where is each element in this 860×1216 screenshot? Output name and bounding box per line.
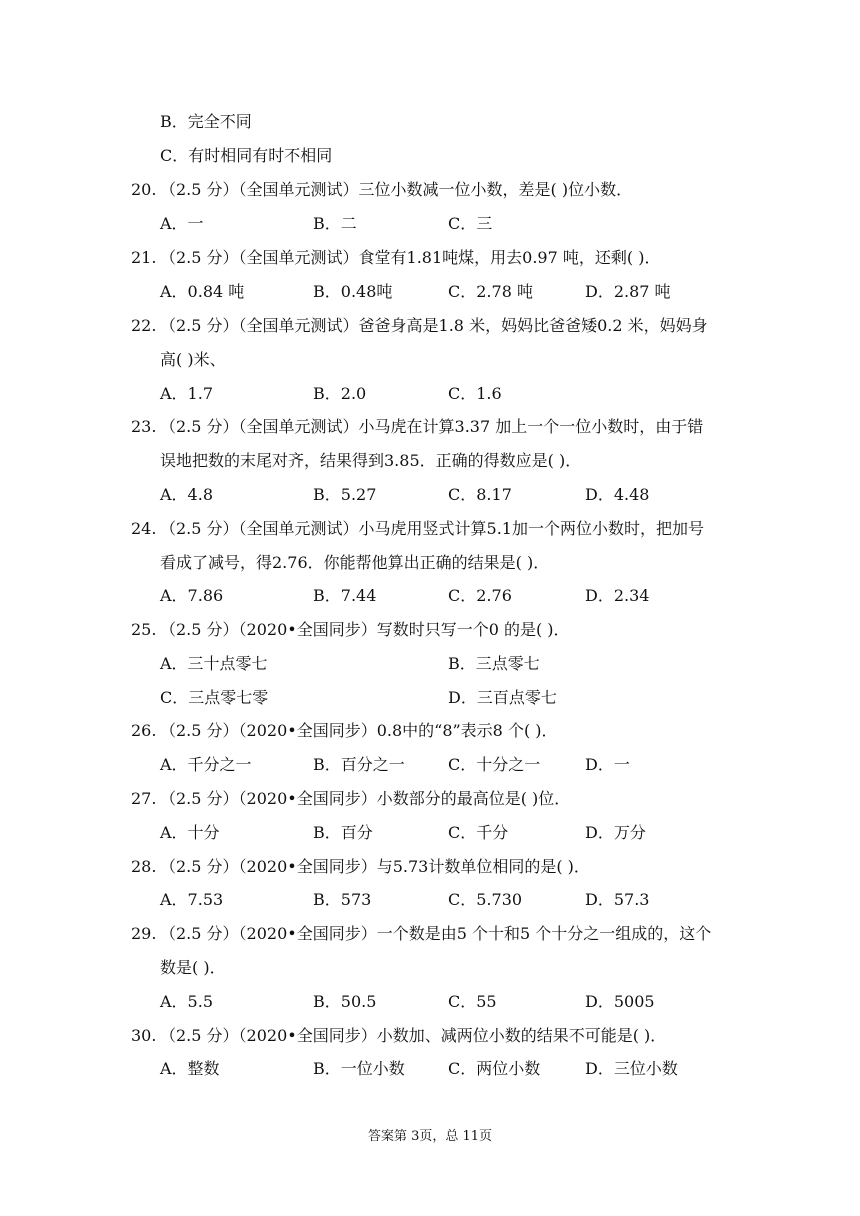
question-text: （2.5 分）（全国单元测试）三位小数减一位小数，差是( )位小数． bbox=[160, 180, 633, 199]
question-number: 30. bbox=[131, 1026, 157, 1045]
question-text: （2.5 分）（2020•全国同步）写数时只写一个0 的是( )． bbox=[160, 620, 570, 639]
option-d: D．4.48 bbox=[585, 485, 650, 504]
question-text: （2.5 分）（2020•全国同步）一个数是由5 个十和5 个十分之一组成的，这个 bbox=[160, 924, 712, 943]
option-d: D．2.34 bbox=[585, 586, 650, 605]
question-number: 29. bbox=[131, 924, 157, 943]
option-a: A．7.53 bbox=[160, 890, 224, 909]
page-footer: 答案第 3页，总 11页 bbox=[367, 1129, 493, 1144]
option-c: C．5.730 bbox=[448, 890, 523, 909]
option-c: C．55 bbox=[448, 992, 497, 1011]
option-a: A．整数 bbox=[160, 1059, 220, 1078]
question-number: 22. bbox=[131, 316, 157, 335]
option-c: C．千分 bbox=[448, 823, 509, 842]
option-a: A．三十点零七 bbox=[160, 654, 268, 673]
question-text: （2.5 分）（2020•全国同步）小数加、减两位小数的结果不可能是( )． bbox=[160, 1026, 667, 1045]
option-d: D．万分 bbox=[585, 823, 646, 842]
option-a: A．5.5 bbox=[160, 992, 214, 1011]
question-number: 24. bbox=[131, 519, 157, 538]
option-c: C．三 bbox=[448, 214, 493, 233]
question-number: 25. bbox=[131, 620, 157, 639]
option-c: C．2.78 吨 bbox=[448, 282, 533, 301]
option-a: A．一 bbox=[160, 214, 204, 233]
question-number: 20. bbox=[131, 180, 157, 199]
option-d: D．5005 bbox=[585, 992, 655, 1011]
option-c: C．两位小数 bbox=[448, 1059, 541, 1078]
option-c-q19: C．有时相同有时不相同 bbox=[160, 146, 333, 165]
option-a: A．0.84 吨 bbox=[160, 282, 245, 301]
question-text: （2.5 分）（2020•全国同步）小数部分的最高位是( )位． bbox=[160, 789, 571, 808]
option-b: B．三点零七 bbox=[448, 654, 540, 673]
option-b: B．5.27 bbox=[313, 485, 377, 504]
option-b-q19: B．完全不同 bbox=[160, 112, 252, 131]
question-text-continued: 高( )米、 bbox=[160, 350, 226, 369]
option-b: B．二 bbox=[313, 214, 357, 233]
question-text-continued: 看成了减号，得2.76．你能帮他算出正确的结果是( )． bbox=[160, 553, 550, 572]
option-b: B．50.5 bbox=[313, 992, 377, 1011]
question-text: （2.5 分）（2020•全国同步）与5.73计数单位相同的是( )． bbox=[160, 857, 590, 876]
option-a: A．1.7 bbox=[160, 384, 214, 403]
option-c: C．8.17 bbox=[448, 485, 512, 504]
question-text-continued: 数是( )． bbox=[160, 958, 226, 977]
option-a: A．十分 bbox=[160, 823, 220, 842]
option-d: D．2.87 吨 bbox=[585, 282, 671, 301]
option-d: D．三百点零七 bbox=[448, 688, 557, 707]
question-text: （2.5 分）（全国单元测试）爸爸身高是1.8 米，妈妈比爸爸矮0.2 米，妈妈身 bbox=[160, 316, 708, 335]
question-text-continued: 误地把数的末尾对齐，结果得到3.85．正确的得数应是( )． bbox=[160, 451, 582, 470]
question-text: （2.5 分）（全国单元测试）小马虎在计算3.37 加上一个一位小数时，由于错 bbox=[160, 417, 704, 436]
option-b: B．0.48吨 bbox=[313, 282, 393, 301]
question-number: 21. bbox=[131, 248, 157, 267]
question-text: （2.5 分）（全国单元测试）食堂有1.81吨煤，用去0.97 吨，还剩( )． bbox=[160, 248, 661, 267]
question-number: 28. bbox=[131, 857, 157, 876]
option-d: D．三位小数 bbox=[585, 1059, 678, 1078]
option-a: A．4.8 bbox=[160, 485, 214, 504]
option-c: C．三点零七零 bbox=[160, 688, 269, 707]
option-b: B．7.44 bbox=[313, 586, 377, 605]
option-a: A．7.86 bbox=[160, 586, 224, 605]
option-b: B．一位小数 bbox=[313, 1059, 405, 1078]
question-number: 23. bbox=[131, 417, 157, 436]
question-text: （2.5 分）（2020•全国同步）0.8中的“8”表示8 个( )． bbox=[160, 721, 558, 740]
option-b: B．2.0 bbox=[313, 384, 367, 403]
option-b: B．百分 bbox=[313, 823, 373, 842]
option-c: C．2.76 bbox=[448, 586, 512, 605]
option-a: A．千分之一 bbox=[160, 755, 252, 774]
option-c: C．1.6 bbox=[448, 384, 502, 403]
option-b: B．百分之一 bbox=[313, 755, 405, 774]
question-text: （2.5 分）（全国单元测试）小马虎用竖式计算5.1加一个两位小数时，把加号 bbox=[160, 519, 704, 538]
option-b: B．573 bbox=[313, 890, 372, 909]
question-number: 26. bbox=[131, 721, 157, 740]
option-c: C．十分之一 bbox=[448, 755, 541, 774]
question-number: 27. bbox=[131, 789, 157, 808]
option-d: D．一 bbox=[585, 755, 630, 774]
option-d: D．57.3 bbox=[585, 890, 650, 909]
